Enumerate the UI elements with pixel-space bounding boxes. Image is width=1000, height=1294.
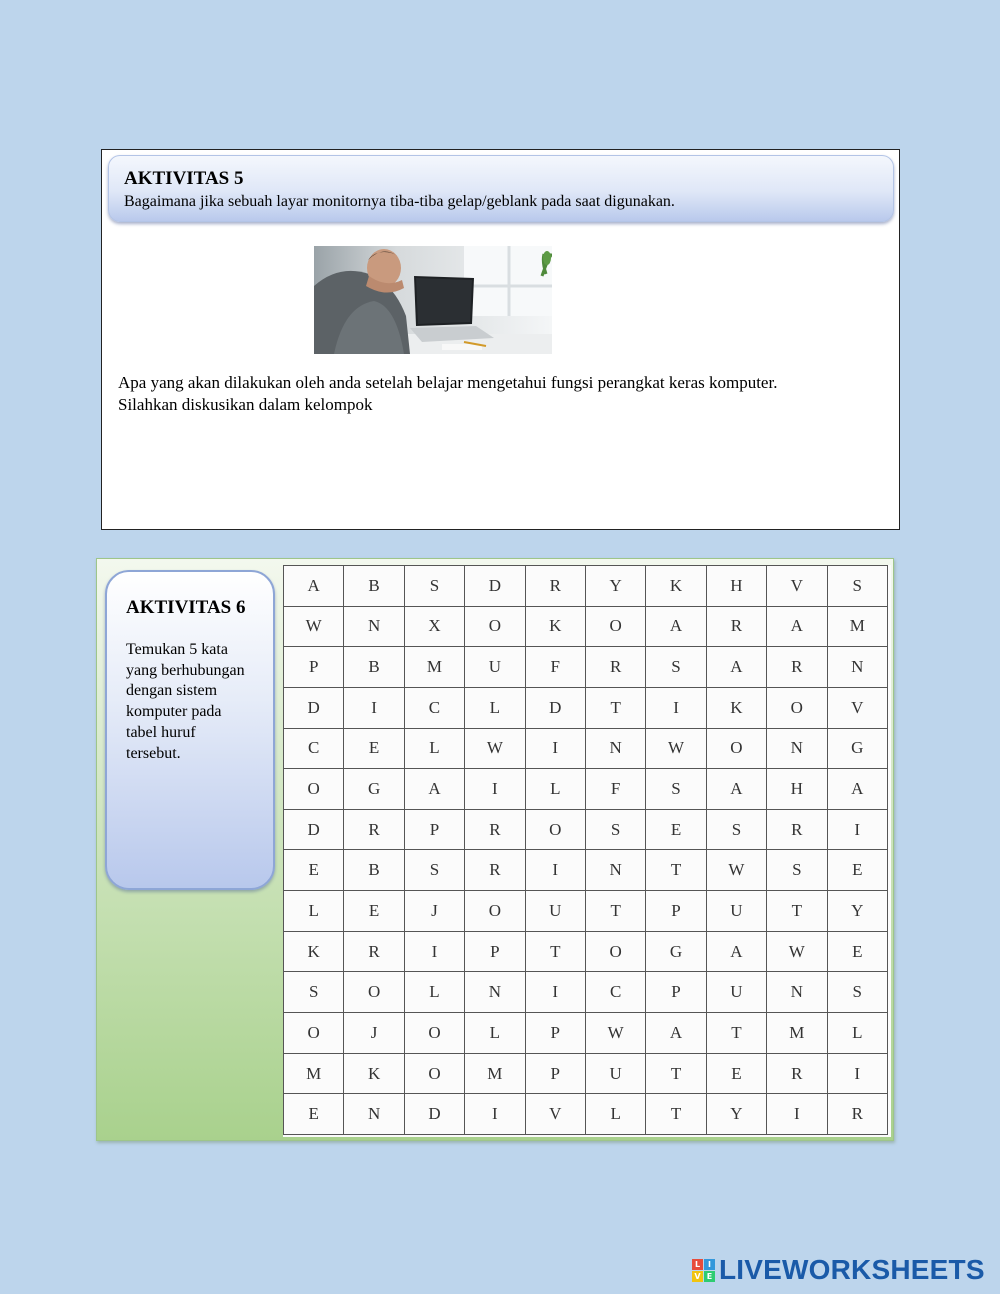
grid-cell[interactable]: Y (706, 1094, 766, 1135)
grid-cell[interactable]: M (284, 1053, 344, 1094)
grid-cell[interactable]: R (465, 809, 525, 850)
grid-cell[interactable]: S (404, 850, 464, 891)
activity-6-box (96, 558, 894, 1141)
grid-cell[interactable]: S (827, 566, 887, 607)
grid-cell[interactable]: J (344, 1013, 404, 1054)
grid-row (284, 931, 888, 972)
grid-cell[interactable]: I (646, 687, 706, 728)
grid-row (284, 728, 888, 769)
grid-cell[interactable]: M (827, 606, 887, 647)
grid-cell[interactable]: T (767, 891, 827, 932)
grid-row (284, 809, 888, 850)
grid-cell[interactable]: A (404, 769, 464, 810)
grid-cell[interactable]: O (525, 809, 585, 850)
grid-row (284, 769, 888, 810)
grid-cell[interactable]: T (646, 1094, 706, 1135)
grid-cell[interactable]: V (827, 687, 887, 728)
grid-cell[interactable]: W (706, 850, 766, 891)
grid-cell[interactable]: M (767, 1013, 827, 1054)
grid-cell[interactable]: O (344, 972, 404, 1013)
grid-cell[interactable]: R (344, 809, 404, 850)
grid-cell[interactable]: E (827, 850, 887, 891)
grid-cell[interactable]: P (525, 1013, 585, 1054)
activity-5-prompt-line-2: Silahkan diskusikan dalam kelompok (118, 395, 373, 414)
grid-cell[interactable]: T (646, 850, 706, 891)
grid-cell[interactable]: R (585, 647, 645, 688)
logo-mark-tile: L (692, 1259, 703, 1270)
grid-cell[interactable]: T (585, 687, 645, 728)
grid-cell[interactable]: T (525, 931, 585, 972)
grid-cell[interactable]: A (284, 566, 344, 607)
grid-cell[interactable]: S (284, 972, 344, 1013)
grid-cell[interactable]: O (585, 606, 645, 647)
grid-cell[interactable]: L (284, 891, 344, 932)
grid-row (284, 891, 888, 932)
grid-cell[interactable]: A (646, 606, 706, 647)
grid-cell[interactable]: E (827, 931, 887, 972)
grid-cell[interactable]: G (344, 769, 404, 810)
grid-cell[interactable]: C (284, 728, 344, 769)
grid-cell[interactable]: T (585, 891, 645, 932)
liveworksheets-logo-text: LIVEWORKSHEETS (719, 1254, 985, 1285)
grid-cell[interactable]: R (344, 931, 404, 972)
grid-cell[interactable]: X (404, 606, 464, 647)
grid-cell[interactable]: L (465, 1013, 525, 1054)
grid-cell[interactable]: G (646, 931, 706, 972)
logo-mark-tile: I (704, 1259, 715, 1270)
word-search-grid (283, 565, 888, 1135)
grid-cell[interactable]: J (404, 891, 464, 932)
grid-cell[interactable]: P (465, 931, 525, 972)
grid-cell[interactable]: W (585, 1013, 645, 1054)
grid-cell[interactable]: A (827, 769, 887, 810)
grid-cell[interactable]: E (646, 809, 706, 850)
grid-cell[interactable]: L (585, 1094, 645, 1135)
grid-row (284, 850, 888, 891)
activity-6-instructions: Temukan 5 kata yang berhubungan dengan sistem komputer pada tabel huruf tersebut. (126, 641, 245, 762)
grid-cell[interactable]: N (465, 972, 525, 1013)
grid-cell[interactable]: L (465, 687, 525, 728)
grid-cell[interactable]: U (706, 972, 766, 1013)
grid-cell[interactable]: R (525, 566, 585, 607)
grid-cell[interactable]: U (525, 891, 585, 932)
grid-cell[interactable]: K (706, 687, 766, 728)
grid-cell[interactable]: I (767, 1094, 827, 1135)
grid-cell[interactable]: A (767, 606, 827, 647)
grid-row (284, 1094, 888, 1135)
grid-cell[interactable]: O (284, 1013, 344, 1054)
activity-6-title: AKTIVITAS 6 (126, 597, 246, 618)
grid-cell[interactable]: L (525, 769, 585, 810)
grid-row (284, 972, 888, 1013)
grid-cell[interactable]: N (344, 606, 404, 647)
grid-cell[interactable]: C (404, 687, 464, 728)
grid-cell[interactable]: D (404, 1094, 464, 1135)
grid-cell[interactable]: K (646, 566, 706, 607)
grid-cell[interactable]: T (706, 1013, 766, 1054)
grid-cell[interactable]: N (767, 728, 827, 769)
grid-cell[interactable]: U (585, 1053, 645, 1094)
word-search-grid-wrapper (283, 565, 891, 1137)
grid-cell[interactable]: D (284, 809, 344, 850)
grid-cell[interactable]: W (646, 728, 706, 769)
grid-cell[interactable]: O (465, 606, 525, 647)
grid-cell[interactable]: N (344, 1094, 404, 1135)
grid-cell[interactable]: M (465, 1053, 525, 1094)
grid-cell[interactable]: S (646, 647, 706, 688)
grid-cell[interactable]: W (767, 931, 827, 972)
activity-5-box (101, 149, 900, 530)
grid-cell[interactable]: N (767, 972, 827, 1013)
grid-cell[interactable]: R (706, 606, 766, 647)
grid-cell[interactable]: O (404, 1053, 464, 1094)
activity-5-prompt-line-1: Apa yang akan dilakukan oleh anda setelah belajar mengetahui fungsi perangkat keras komputer. (118, 373, 778, 392)
grid-cell[interactable]: L (404, 728, 464, 769)
grid-cell[interactable]: H (767, 769, 827, 810)
grid-row (284, 647, 888, 688)
activity-6-instruction-card (105, 570, 275, 890)
grid-cell[interactable]: C (585, 972, 645, 1013)
grid-cell[interactable]: R (827, 1094, 887, 1135)
grid-cell[interactable]: I (465, 769, 525, 810)
grid-cell[interactable]: S (646, 769, 706, 810)
grid-cell[interactable]: E (706, 1053, 766, 1094)
grid-cell[interactable]: P (284, 647, 344, 688)
grid-cell[interactable]: L (404, 972, 464, 1013)
grid-cell[interactable]: I (465, 1094, 525, 1135)
grid-cell[interactable]: D (525, 687, 585, 728)
grid-row (284, 687, 888, 728)
grid-cell[interactable]: T (646, 1053, 706, 1094)
grid-cell[interactable]: I (525, 728, 585, 769)
grid-row (284, 566, 888, 607)
grid-cell[interactable]: O (404, 1013, 464, 1054)
grid-cell[interactable]: B (344, 647, 404, 688)
grid-cell[interactable]: K (344, 1053, 404, 1094)
grid-cell[interactable]: E (284, 850, 344, 891)
grid-cell[interactable]: O (284, 769, 344, 810)
logo-mark-tile: E (704, 1271, 715, 1282)
grid-cell[interactable]: P (404, 809, 464, 850)
grid-cell[interactable]: R (767, 647, 827, 688)
grid-cell[interactable]: I (827, 809, 887, 850)
grid-cell[interactable]: A (646, 1013, 706, 1054)
grid-cell[interactable]: P (646, 891, 706, 932)
grid-cell[interactable]: S (706, 809, 766, 850)
grid-cell[interactable]: R (465, 850, 525, 891)
liveworksheets-logo-mark (692, 1259, 715, 1282)
grid-cell[interactable]: R (767, 809, 827, 850)
grid-cell[interactable]: D (465, 566, 525, 607)
grid-row (284, 606, 888, 647)
grid-cell[interactable]: I (525, 850, 585, 891)
grid-cell[interactable]: S (767, 850, 827, 891)
activity-5-question: Bagaimana jika sebuah layar monitornya tiba-tiba gelap/geblank pada saat digunakan. (124, 193, 675, 210)
grid-cell[interactable]: K (284, 931, 344, 972)
grid-cell[interactable]: U (465, 647, 525, 688)
grid-cell[interactable]: E (284, 1094, 344, 1135)
grid-row (284, 1053, 888, 1094)
grid-row (284, 1013, 888, 1054)
grid-cell[interactable]: N (585, 728, 645, 769)
grid-cell[interactable]: I (404, 931, 464, 972)
grid-cell[interactable]: I (525, 972, 585, 1013)
grid-cell[interactable]: P (525, 1053, 585, 1094)
grid-cell[interactable]: K (525, 606, 585, 647)
grid-cell[interactable]: L (827, 1013, 887, 1054)
liveworksheets-logo (692, 1255, 985, 1285)
grid-cell[interactable]: V (767, 566, 827, 607)
grid-cell[interactable]: Y (827, 891, 887, 932)
grid-cell[interactable]: A (706, 769, 766, 810)
grid-cell[interactable]: W (284, 606, 344, 647)
grid-cell[interactable]: O (767, 687, 827, 728)
grid-cell[interactable]: O (465, 891, 525, 932)
grid-cell[interactable]: Y (585, 566, 645, 607)
grid-cell[interactable]: U (706, 891, 766, 932)
grid-cell[interactable]: B (344, 850, 404, 891)
grid-cell[interactable]: W (465, 728, 525, 769)
grid-cell[interactable]: P (646, 972, 706, 1013)
grid-cell[interactable]: N (585, 850, 645, 891)
activity-5-prompt (118, 372, 878, 416)
grid-cell[interactable]: F (585, 769, 645, 810)
grid-cell[interactable]: H (706, 566, 766, 607)
grid-cell[interactable]: S (585, 809, 645, 850)
grid-cell[interactable]: D (284, 687, 344, 728)
grid-cell[interactable]: I (827, 1053, 887, 1094)
photo-illustration (314, 246, 552, 354)
grid-cell[interactable]: F (525, 647, 585, 688)
activity-5-header (108, 155, 894, 222)
grid-cell[interactable]: I (344, 687, 404, 728)
grid-cell[interactable]: N (827, 647, 887, 688)
grid-cell[interactable]: S (827, 972, 887, 1013)
grid-cell[interactable]: E (344, 891, 404, 932)
grid-cell[interactable]: A (706, 647, 766, 688)
logo-mark-tile: V (692, 1271, 703, 1282)
grid-cell[interactable]: E (344, 728, 404, 769)
grid-cell[interactable]: V (525, 1094, 585, 1135)
grid-cell[interactable]: O (706, 728, 766, 769)
grid-cell[interactable]: G (827, 728, 887, 769)
grid-cell[interactable]: M (404, 647, 464, 688)
grid-cell[interactable]: B (344, 566, 404, 607)
activity-5-title: AKTIVITAS 5 (124, 168, 244, 189)
stressed-man-laptop-photo (314, 246, 552, 354)
grid-cell[interactable]: O (585, 931, 645, 972)
grid-cell[interactable]: S (404, 566, 464, 607)
grid-cell[interactable]: R (767, 1053, 827, 1094)
grid-cell[interactable]: A (706, 931, 766, 972)
